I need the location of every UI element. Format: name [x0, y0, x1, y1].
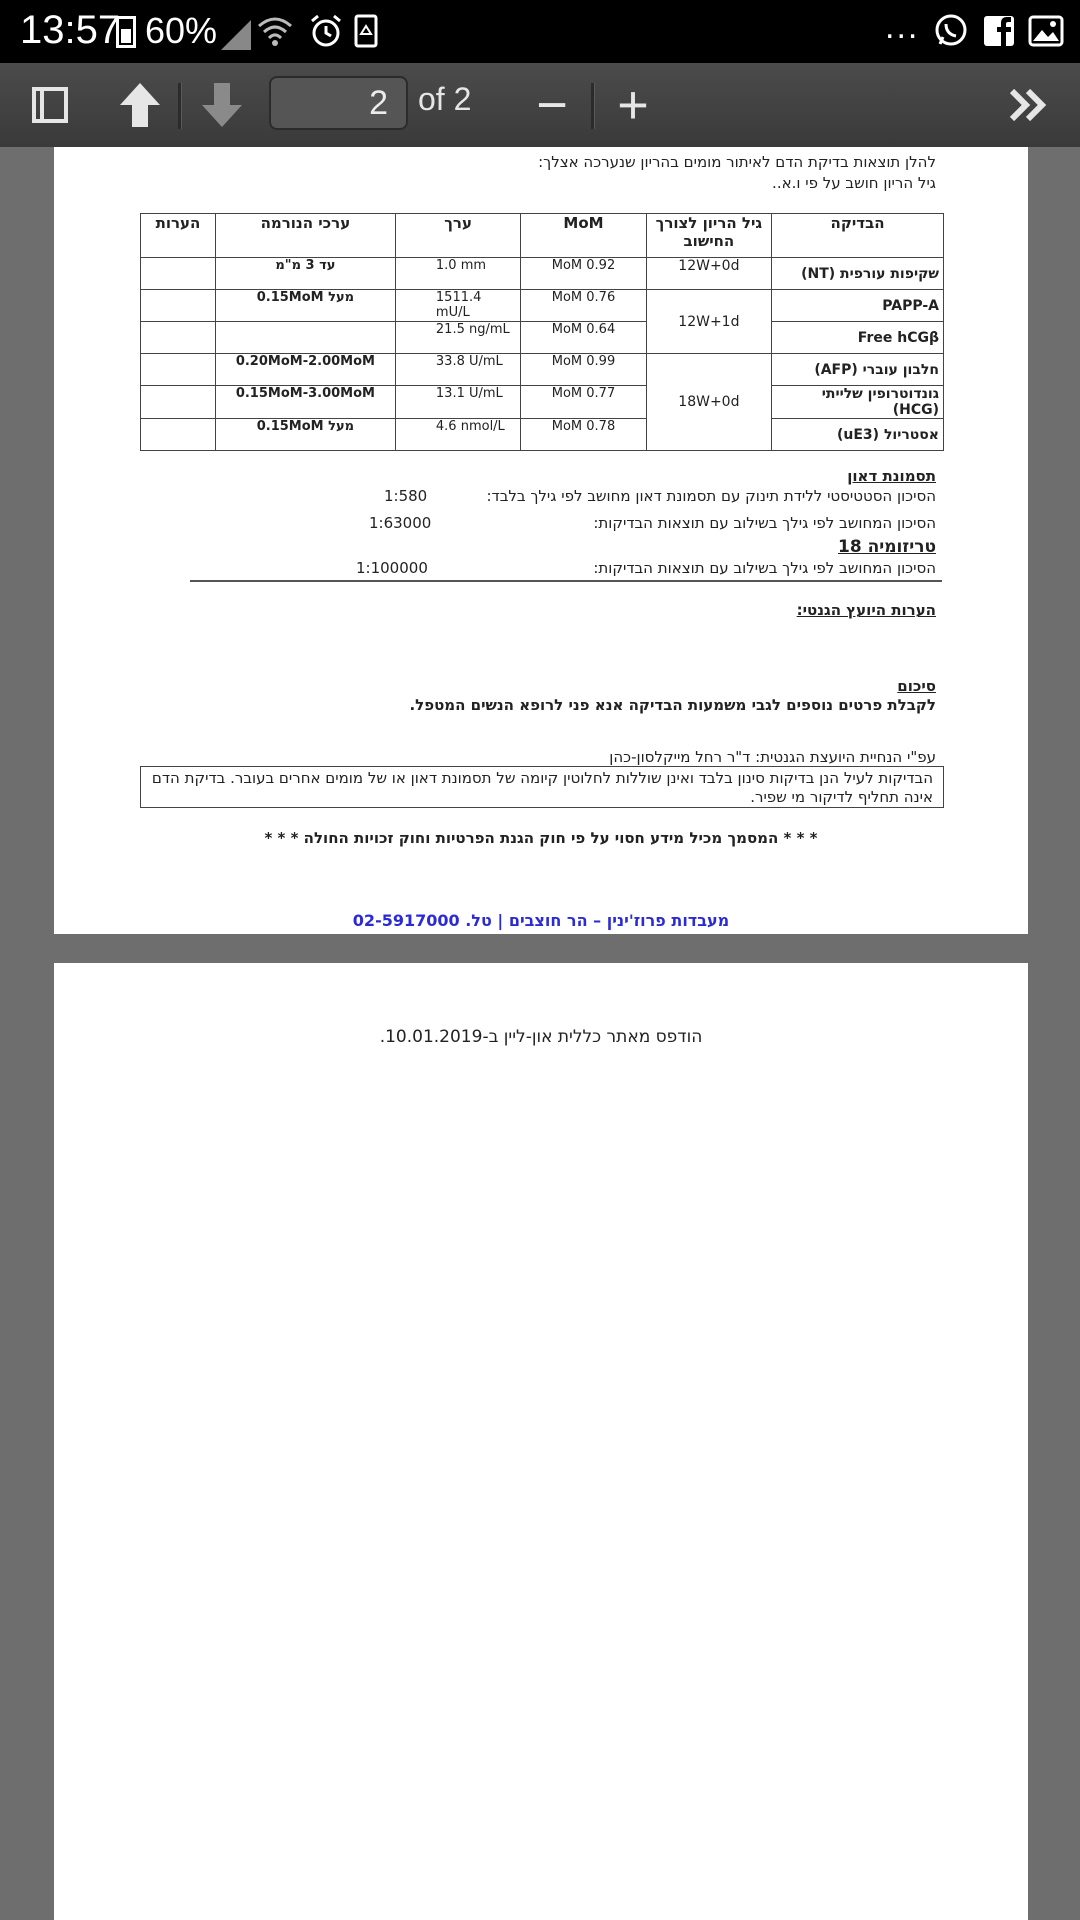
zoom-out-button[interactable]: −: [536, 75, 568, 135]
intro-line-2: גיל הריון חושב על פי ו.א..: [772, 174, 936, 192]
intro-line-1: להלן תוצאות בדיקת הדם לאיתור מומים בהריון שנערכה אצלך:: [538, 153, 936, 171]
summary-text: לקבלת פרטים נוספים לגבי משמעות הבדיקה אנא פני לרופא הנשים המטפל.: [409, 696, 936, 714]
reference-range: מעל 0.15MoM: [215, 290, 395, 322]
toolbar-divider: [178, 83, 182, 129]
next-page-icon[interactable]: [192, 75, 252, 135]
prev-page-icon[interactable]: [110, 75, 170, 135]
measured-value: 13.1 U/mL: [395, 386, 520, 419]
mom-value: 0.78 MoM: [521, 419, 646, 451]
privacy-notice: * * * המסמך מכיל מידע חסוי על פי חוק הגנת הפרטיות וחוק זכויות החולה * * *: [264, 829, 818, 847]
down-risk-combined-label: הסיכון המחושב לפי גילך בשילוב עם תוצאות הבדיקות:: [593, 514, 936, 532]
table-row: [141, 354, 944, 386]
battery-icon: [116, 16, 136, 48]
reference-range: [215, 322, 395, 354]
mom-value: 0.92 MoM: [521, 258, 646, 290]
down-syndrome-title: תסמונת דאון: [847, 467, 936, 485]
signal-icon: [221, 20, 251, 50]
sidebar-icon[interactable]: [32, 87, 68, 123]
facebook-icon: [980, 12, 1018, 50]
status-bar: [0, 0, 1080, 63]
more-notifications: ...: [885, 8, 920, 46]
pdf-page-1: [54, 147, 1028, 934]
t18-risk-value: 1:100000: [356, 559, 428, 577]
down-risk-combined-value: 1:63000: [369, 514, 432, 532]
summary-title: סיכום: [897, 677, 936, 695]
table-header: ערך: [395, 214, 520, 258]
table-row: [141, 386, 944, 419]
whatsapp-icon: [932, 12, 970, 50]
test-name: Free hCGβ: [772, 322, 944, 354]
pdf-toolbar: [0, 63, 1080, 147]
recycle-icon: [347, 12, 385, 50]
notes-cell: [141, 290, 216, 322]
table-header: MoM: [521, 214, 646, 258]
results-table: [140, 213, 944, 451]
expand-icon[interactable]: [1002, 75, 1062, 135]
table-row: [141, 290, 944, 322]
wifi-icon: [256, 12, 294, 50]
toolbar-divider: [591, 83, 595, 129]
gestational-age: 12W+0d: [646, 258, 771, 290]
test-name: אסטריול (uE3): [772, 419, 944, 451]
trisomy18-title: טריזומיה 18: [837, 537, 936, 557]
section-divider: [190, 580, 942, 582]
table-header-row: [141, 214, 944, 258]
page-number-input[interactable]: 2: [269, 76, 408, 130]
clock: 13:57: [20, 8, 121, 52]
reference-range: 0.20MoM-2.00MoM: [215, 354, 395, 386]
page-total-label: of 2: [418, 81, 472, 117]
battery-level: 60%: [145, 10, 218, 51]
measured-value: 1511.4 mU/L: [395, 290, 520, 322]
table-header: ערכי הנורמה: [215, 214, 395, 258]
table-header: הבדיקה: [772, 214, 944, 258]
counselor-notes-title: הערות היועץ הגנטי:: [796, 601, 936, 619]
zoom-in-button[interactable]: +: [617, 75, 649, 135]
genetic-counselor-line: עפ"י הנחיית היועצת הגנטית: ד"ר רחל מייקלסון-כהן: [609, 748, 936, 766]
down-risk-age-value: 1:580: [384, 487, 428, 505]
measured-value: 33.8 U/mL: [395, 354, 520, 386]
test-name: PAPP-A: [772, 290, 944, 322]
t18-risk-label: הסיכון המחושב לפי גילך בשילוב עם תוצאות הבדיקות:: [593, 559, 936, 577]
lab-footer: מעבדות פרוז'ינין – הר חוצבים | טל. 02-5917000: [352, 911, 730, 930]
test-name: שקיפות עורפית (NT): [772, 258, 944, 290]
gestational-age: 18W+0d: [646, 354, 771, 451]
measured-value: 4.6 nmol/L: [395, 419, 520, 451]
disclaimer-box: הבדיקות לעיל הנן בדיקות סינון בלבד ואינן שוללות לחלוטין קיומה של תסמונת דאון או של מומים אחרים בעובר. בדיקת הדם אינה תחליף לדיקור מי שפיר.: [140, 766, 944, 808]
notes-cell: [141, 386, 216, 419]
mom-value: 0.64 MoM: [521, 322, 646, 354]
notes-cell: [141, 354, 216, 386]
reference-range: 0.15MoM-3.00MoM: [215, 386, 395, 419]
pdf-page-2: [54, 963, 1028, 1920]
test-name: גונדוטרופין שלייתי (HCG): [772, 386, 944, 419]
notes-cell: [141, 419, 216, 451]
notes-cell: [141, 258, 216, 290]
table-row: [141, 419, 944, 451]
notes-cell: [141, 322, 216, 354]
gestational-age: 12W+1d: [646, 290, 771, 354]
measured-value: 1.0 mm: [395, 258, 520, 290]
table-header: הערות: [141, 214, 216, 258]
test-name: חלבון עוברי (AFP): [772, 354, 944, 386]
reference-range: מעל 0.15MoM: [215, 419, 395, 451]
gallery-icon: [1027, 12, 1065, 50]
mom-value: 0.99 MoM: [521, 354, 646, 386]
mom-value: 0.77 MoM: [521, 386, 646, 419]
reference-range: עד 3 מ"מ: [215, 258, 395, 290]
measured-value: 21.5 ng/mL: [395, 322, 520, 354]
mom-value: 0.76 MoM: [521, 290, 646, 322]
down-risk-age-label: הסיכון הסטטיסטי ללידת תינוק עם תסמונת דאון מחושב לפי גילך בלבד:: [486, 487, 936, 505]
table-header: גיל הריון לצורך החישוב: [646, 214, 771, 258]
table-row: [141, 322, 944, 354]
printed-date-note: הודפס מאתר כללית און-ליין ב-10.01.2019.: [379, 1027, 703, 1047]
alarm-icon: [307, 12, 345, 50]
table-row: [141, 258, 944, 290]
